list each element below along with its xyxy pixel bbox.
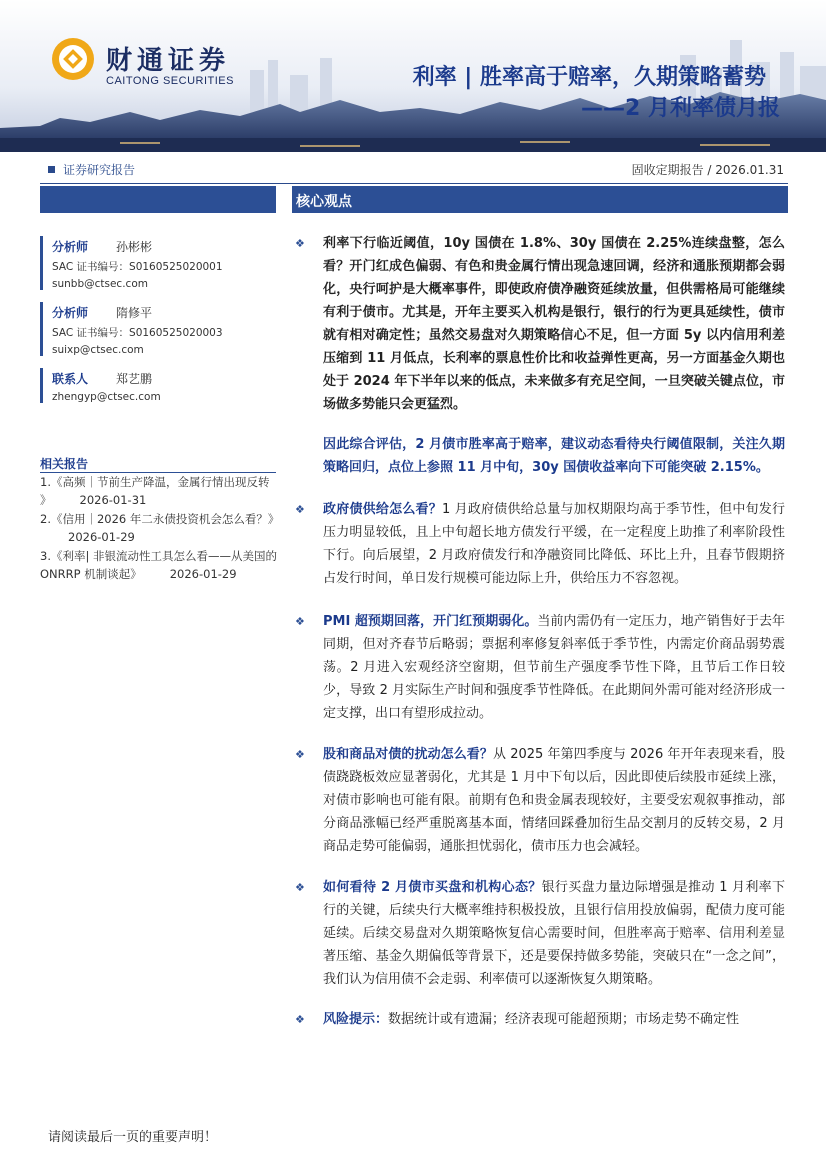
- core-point-text: 利率下行临近阈值，10y 国债在 1.8%、30y 国债在 2.25%连续盘整，怎么看？开门红成色偏弱、有色和贵金属行情出现急速回调，经济和通胀预期都会弱化，央行呵护是大概率事件，即使政府债净融资延续放量，但供需格局可能继续有利于债市。尤其是，开年主要买入机构是银行，银行的行为更具延续性，债市就有相对确定性；虽然交易盘对久期策略信心不足，但一方面 5y 以内信用利差压缩到 11 月低点，长利率的票息性价比和收益弹性更高，另一方面基金久期也处于 2024 年下半年以来的低点，未来做多有充足空间，一旦突破关键点位，市场做多势能只会更猛烈。: [323, 236, 785, 412]
- analyst-sac: SAC 证书编号：S0160525020003: [52, 327, 223, 339]
- diamond-bullet-icon: ❖: [295, 237, 305, 250]
- related-reports-title: 相关报告: [40, 457, 89, 471]
- core-views-title: 核心观点: [296, 194, 352, 210]
- analyst-email[interactable]: suixp@ctsec.com: [52, 344, 144, 356]
- analyst-card: [40, 302, 276, 356]
- caitong-logo-icon: [50, 36, 96, 82]
- analyst-role: 分析师: [52, 306, 89, 320]
- header-banner: [0, 0, 826, 160]
- contact-email[interactable]: zhengyp@ctsec.com: [52, 391, 161, 403]
- subheader-bar: [40, 155, 788, 184]
- diamond-bullet-icon: ❖: [295, 503, 305, 516]
- footer-disclaimer: 请阅读最后一页的重要声明！: [48, 1130, 218, 1145]
- related-reports-divider: [40, 472, 276, 473]
- analyst-email[interactable]: sunbb@ctsec.com: [52, 278, 148, 290]
- related-report-date: 2026-01-31: [79, 492, 147, 507]
- contact-name: 郑艺鹏: [116, 372, 153, 386]
- report-type: 证券研究报告: [48, 161, 135, 178]
- core-point-text: 如何看待 2 月债市买盘和机构心态？银行买盘力量边际增强是推动 1 月利率下行的关键，后续央行大概率维持积极投放，且银行信用投放偏弱，配债力度可能延续。后续交易盘对久期策略恢复信心需要时间，但胜率高于赔率、信用利差显著压缩、基金久期偏低等背景下，还是要保持做多势能，突破只在“一念之间”，我们认为信用债不会走弱、利率债可以逐渐恢复久期策略。: [323, 880, 785, 987]
- related-report-item[interactable]: 1.《高频｜节前生产降温，金属行情出现反转 》 2026-01-31: [40, 474, 278, 509]
- report-subtitle: ——2 月利率债月报: [581, 96, 780, 121]
- square-bullet-icon: [48, 166, 55, 173]
- diamond-bullet-icon: ❖: [295, 748, 305, 761]
- diamond-bullet-icon: ❖: [295, 615, 305, 628]
- core-point-text: 政府债供给怎么看？1 月政府债供给总量与加权期限均高于季节性，但中旬发行压力明显较低，且上中旬超长地方债发行平缓，在一定程度上助推了利率阶段性下行。向后展望，2 月政府债发行和净融资同比降低、环比上升，且春节假期挤占发行时间，单日发行规模可能边际上升，供给压力不容忽视。: [323, 502, 785, 586]
- core-views-header: [292, 186, 788, 213]
- contact-role: 联系人: [52, 372, 89, 386]
- core-conclusion: 因此综合评估，2 月债市胜率高于赔率，建议动态看待央行阈值限制，关注久期策略回归，点位上参照 11 月中旬，30y 国债收益率向下可能突破 2.15%。: [323, 437, 785, 475]
- analyst-sac: SAC 证书编号：S0160525020001: [52, 261, 223, 273]
- analyst-name: 孙彬彬: [116, 240, 153, 254]
- report-category-date: 固收定期报告 / 2026.01.31: [631, 163, 784, 177]
- analyst-role: 分析师: [52, 240, 89, 254]
- diamond-bullet-icon: ❖: [295, 1013, 305, 1026]
- report-title: 利率 | 胜率高于赔率，久期策略蓄势: [412, 65, 766, 90]
- logo-text: 财通证券: [106, 46, 231, 76]
- risk-warning-text: 风险提示：数据统计或有遗漏；经济表现可能超预期；市场走势不确定性: [323, 1012, 740, 1027]
- analyst-card: [40, 236, 276, 290]
- related-report-date: 2026-01-29: [68, 529, 135, 544]
- diamond-bullet-icon: ❖: [295, 881, 305, 894]
- logo-english-text: CAITONG SECURITIES: [106, 75, 234, 87]
- analyst-name: 隋修平: [116, 306, 153, 320]
- related-report-date: 2026-01-29: [169, 566, 237, 581]
- sidebar-header-bar: [40, 186, 276, 213]
- related-report-item[interactable]: 3.《利率| 非银流动性工具怎么看——从美国的 ONRRP 机制谈起》 2026-01-29: [40, 548, 278, 583]
- related-reports-list: [40, 474, 278, 585]
- contact-card: [40, 368, 276, 403]
- core-point-text: 股和商品对债的扰动怎么看？从 2025 年第四季度与 2026 年开年表现来看，股债跷跷板效应显著弱化，尤其是 1 月中下旬以后，因此即使后续股市延续上涨，对债市影响也可能有限。前期有色和贵金属表现较好，主要受宏观叙事推动，部分商品涨幅已经严重脱离基本面，情绪回踩叠加衍生品交割月的反转交易，2 月商品走势可能偏弱，通胀担忧弱化，债市压力也会减轻。: [323, 747, 785, 854]
- related-report-item[interactable]: 2.《信用｜2026 年二永债投资机会怎么看？》2026-01-29: [40, 511, 278, 546]
- core-point-text: PMI 超预期回落，开门红预期弱化。当前内需仍有一定压力，地产销售好于去年同期，但对齐春节后略弱；票据利率修复斜率低于季节性，内需定价商品弱势震荡。2 月进入宏观经济空窗期，但节前生产强度季节性下降，且节后工作日较少，导致 2 月实际生产时间和强度季节性降低。在此期间外需可能对经济形成一定支撑，出口有望形成拉动。: [323, 614, 785, 721]
